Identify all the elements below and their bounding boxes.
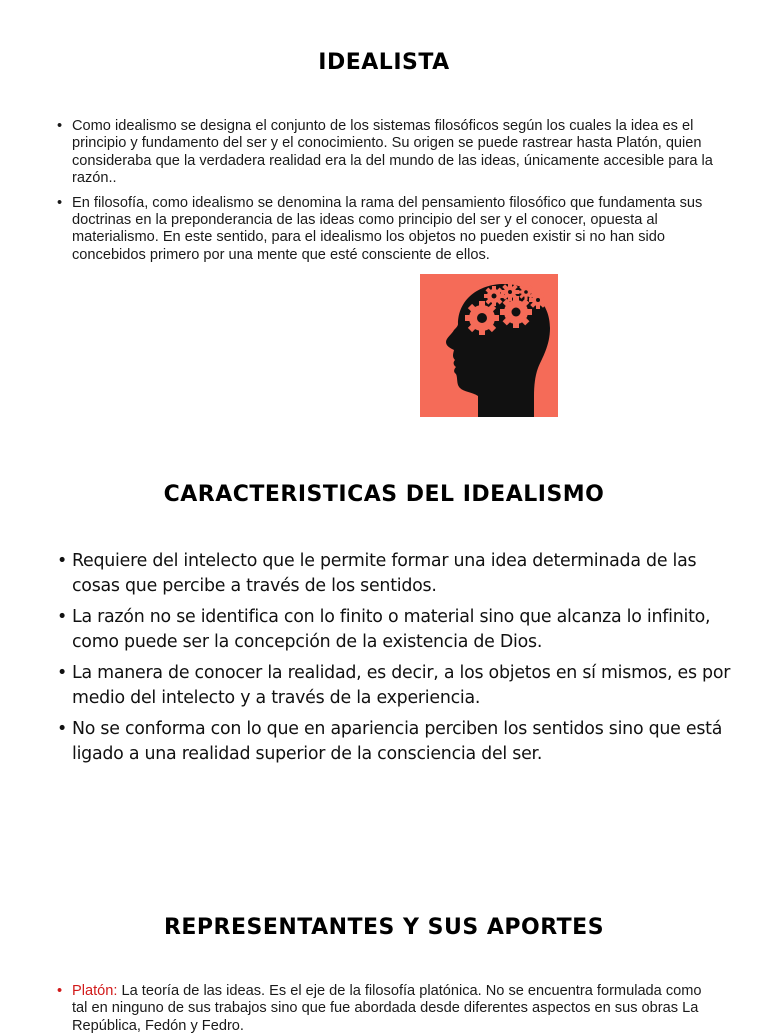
bullet-text: En filosofía, como idealismo se denomina la rama del pensamiento filosófico que fundamenta sus doctrinas en la preponderancia de las ideas como principio del ser y el conocer, opuesta al materialismo. En este sentido, para el idealismo los objetos no pueden existir si no han sido concebidos primero por una mente que esté consciente de ellos. [72, 194, 703, 263]
list-item [57, 118, 717, 188]
list-item [57, 983, 717, 1035]
bullet-dot: • [57, 983, 63, 999]
section-title-representantes: REPRESENTANTES Y SUS APORTES [163, 915, 605, 940]
bullet-dot: • [57, 663, 68, 683]
section-title-caracteristicas: CARACTERISTICAS DEL IDEALISMO [163, 482, 605, 507]
list-item [57, 605, 737, 655]
list-item [57, 549, 737, 599]
list-item [57, 195, 717, 265]
list-item [57, 661, 737, 711]
bullet-dot: • [57, 194, 63, 211]
head-with-gears-icon [420, 274, 558, 417]
caracteristicas-bullet-list [57, 549, 737, 773]
representative-name: Platón: [72, 983, 118, 999]
representative-contribution: La teoría de las ideas. Es el eje de la filosofía platónica. No se encuentra formulada como tal en ninguno de sus trabajos sino que fue abordada desde diferentes aspectos en sus obras La República, Fedón y Fedro. [72, 983, 702, 1034]
list-item [57, 717, 737, 767]
idealista-bullet-list [57, 118, 717, 271]
bullet-text: Como idealismo se designa el conjunto de los sistemas filosóficos según los cuales la idea es el principio y fundamento del ser y el conocimiento. Su origen se puede rastrear hasta Platón, quien consideraba que la verdadera realidad era la del mundo de las ideas, únicamente accesible para la razón.. [72, 118, 713, 187]
section-title-idealista: IDEALISTA [318, 50, 450, 75]
representantes-bullet-list [57, 983, 717, 1035]
bullet-text: Requiere del intelecto que le permite formar una idea determinada de las cosas que percibe a través de los sentidos. [72, 551, 697, 596]
bullet-dot: • [57, 607, 68, 627]
bullet-text: La manera de conocer la realidad, es decir, a los objetos en sí mismos, es por medio del intelecto y a través de la experiencia. [72, 663, 731, 708]
bullet-text: No se conforma con lo que en apariencia perciben los sentidos sino que está ligado a una realidad superior de la consciencia del ser. [72, 719, 723, 764]
bullet-dot: • [57, 118, 63, 134]
bullet-dot: • [57, 551, 68, 571]
bullet-text: La razón no se identifica con lo finito o material sino que alcanza lo infinito, como puede ser la concepción de la existencia de Dios. [72, 607, 711, 652]
bullet-dot: • [57, 719, 68, 739]
